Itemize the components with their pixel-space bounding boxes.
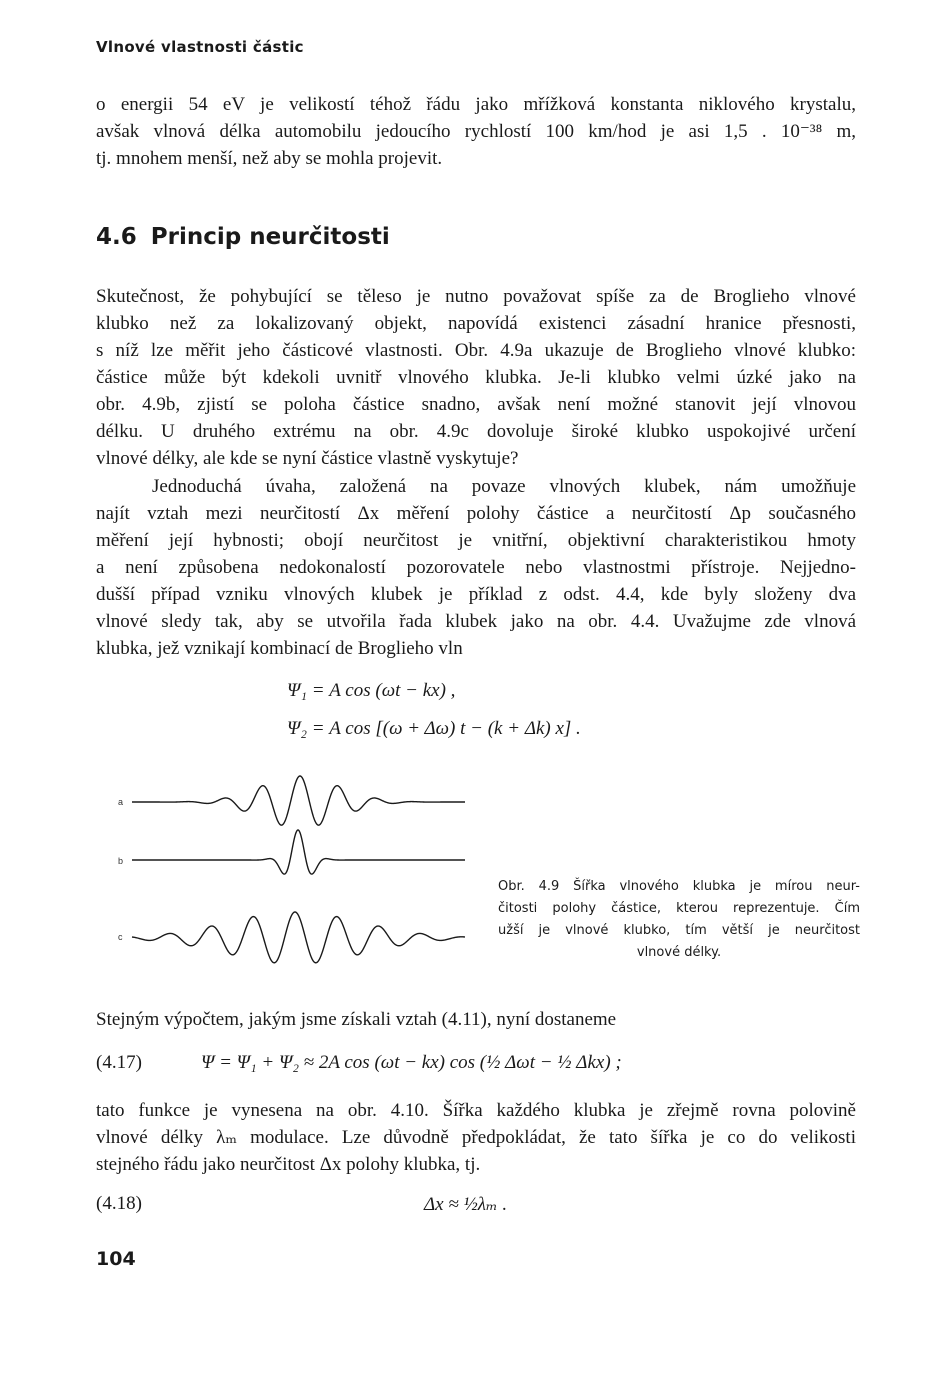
paragraph-line: Stejným výpočtem, jakým jsme získali vztah (4.11), nyní dostaneme xyxy=(96,1009,617,1030)
caption-line: vlnové délky. xyxy=(636,945,722,960)
paragraph-line: obr. 4.9b, zjistí se poloha částice snadno, avšak není možné stanovit její vlnovou xyxy=(96,394,856,415)
wave-packet-c xyxy=(132,912,465,963)
paragraph-line: délku. U druhého extrému na obr. 4.9c dovoluje široké klubko uspokojivé určení xyxy=(96,421,856,442)
paragraph-line: o energii 54 eV je velikostí téhož řádu jako mřížková konstanta niklového krystalu, xyxy=(96,94,856,115)
panel-label-b: b xyxy=(118,856,124,866)
paragraph-line: vlnové délky λₘ modulace. Lze důvodně předpokládat, že tato šířka je co do velikosti xyxy=(96,1127,856,1148)
wave-packet-a xyxy=(132,776,465,825)
running-head: Vlnové vlastnosti částic xyxy=(96,38,304,56)
paragraph-line: tj. mnohem menší, než aby se mohla projevit. xyxy=(96,148,443,169)
paragraph-3 xyxy=(96,473,856,662)
paragraph-line: stejného řádu jako neurčitost Δx polohy klubka, tj. xyxy=(96,1154,481,1175)
section-title: Princip neurčitosti xyxy=(150,224,390,250)
paragraph-line: částice může být kdekoli uvnitř vlnového klubka. Je-li klubko velmi úzké jako na xyxy=(96,367,856,388)
paragraph-line: vlnové sledy tak, aby se utvořila řada klubek jako na obr. 4.4. Uvažujme zde vlnová xyxy=(96,611,856,632)
page-number: 104 xyxy=(96,1248,136,1270)
paragraph-4 xyxy=(96,1006,856,1033)
paragraph-line: vlnové délky, ale kde se nyní částice vlastně vyskytuje? xyxy=(96,448,519,469)
paragraph-line: dušší případ vzniku vlnových klubek je příklad z odst. 4.4, kde byly složeny dva xyxy=(96,584,856,605)
equation-psi2: Ψ₂ = A cos [(ω + Δω) t − (k + Δk) x] . xyxy=(287,718,581,739)
paragraph-line: najít vztah mezi neurčitostí Δx měření polohy částice a neurčitostí Δp současného xyxy=(96,503,856,524)
figure-caption xyxy=(498,876,860,964)
equation-psi1: Ψ₁ = A cos (ωt − kx) , xyxy=(287,680,456,701)
paragraph-line: klubka, jež vznikají kombinací de Broglieho vln xyxy=(96,638,463,659)
paragraph-line: klubko než za lokalizovaný objekt, napovídá existenci zásadní hranice přesnosti, xyxy=(96,313,856,334)
paragraph-1 xyxy=(96,91,856,172)
caption-line: Obr. 4.9 Šířka vlnového klubka je mírou neur- xyxy=(498,879,860,894)
paragraph-line: tato funkce je vynesena na obr. 4.10. Šířka každého klubka je zřejmě rovna polovině xyxy=(96,1100,856,1121)
paragraph-5 xyxy=(96,1097,856,1178)
paragraph-line: avšak vlnová délka automobilu jedoucího rychlostí 100 km/hod je asi 1,5 . 10⁻³⁸ m, xyxy=(96,121,856,142)
caption-line: užší je vlnové klubko, tím větší je neurčitost xyxy=(498,923,860,938)
paragraph-line: s níž lze měřit jeho částicové vlastnosti. Obr. 4.9a ukazuje de Broglieho vlnové klubko: xyxy=(96,340,856,361)
wave-packet-b xyxy=(132,830,465,874)
paragraph-line: Skutečnost, že pohybující se těleso je nutno považovat spíše za de Broglieho vlnové xyxy=(96,286,856,307)
paragraph-line: měření její hybnosti; obojí neurčitost je vnitřní, objektivní charakteristikou hmoty xyxy=(96,530,856,551)
equation-body: Δx ≈ ½λₘ . xyxy=(424,1194,508,1215)
equation-body: Ψ = Ψ₁ + Ψ₂ ≈ 2A cos (ωt − kx) cos (½ Δωt − ½ Δkx) ; xyxy=(201,1052,622,1073)
section-heading xyxy=(96,224,390,250)
panel-label-c: c xyxy=(118,932,123,942)
paragraph-line: a není způsobena nedokonalostí pozorovatele nebo vlastnostmi přístroje. Nejjedno- xyxy=(96,557,856,578)
equation-number: (4.17) xyxy=(96,1052,142,1073)
paragraph-2 xyxy=(96,283,856,472)
panel-label-a: a xyxy=(118,797,124,807)
section-number: 4.6 xyxy=(96,224,137,250)
wave-packet-figure xyxy=(110,770,480,980)
caption-line: čitosti polohy částice, kterou reprezentuje. Čím xyxy=(498,901,860,916)
equation-number: (4.18) xyxy=(96,1193,142,1214)
paragraph-line: Jednoduchá úvaha, založená na povaze vlnových klubek, nám umožňuje xyxy=(152,476,856,497)
